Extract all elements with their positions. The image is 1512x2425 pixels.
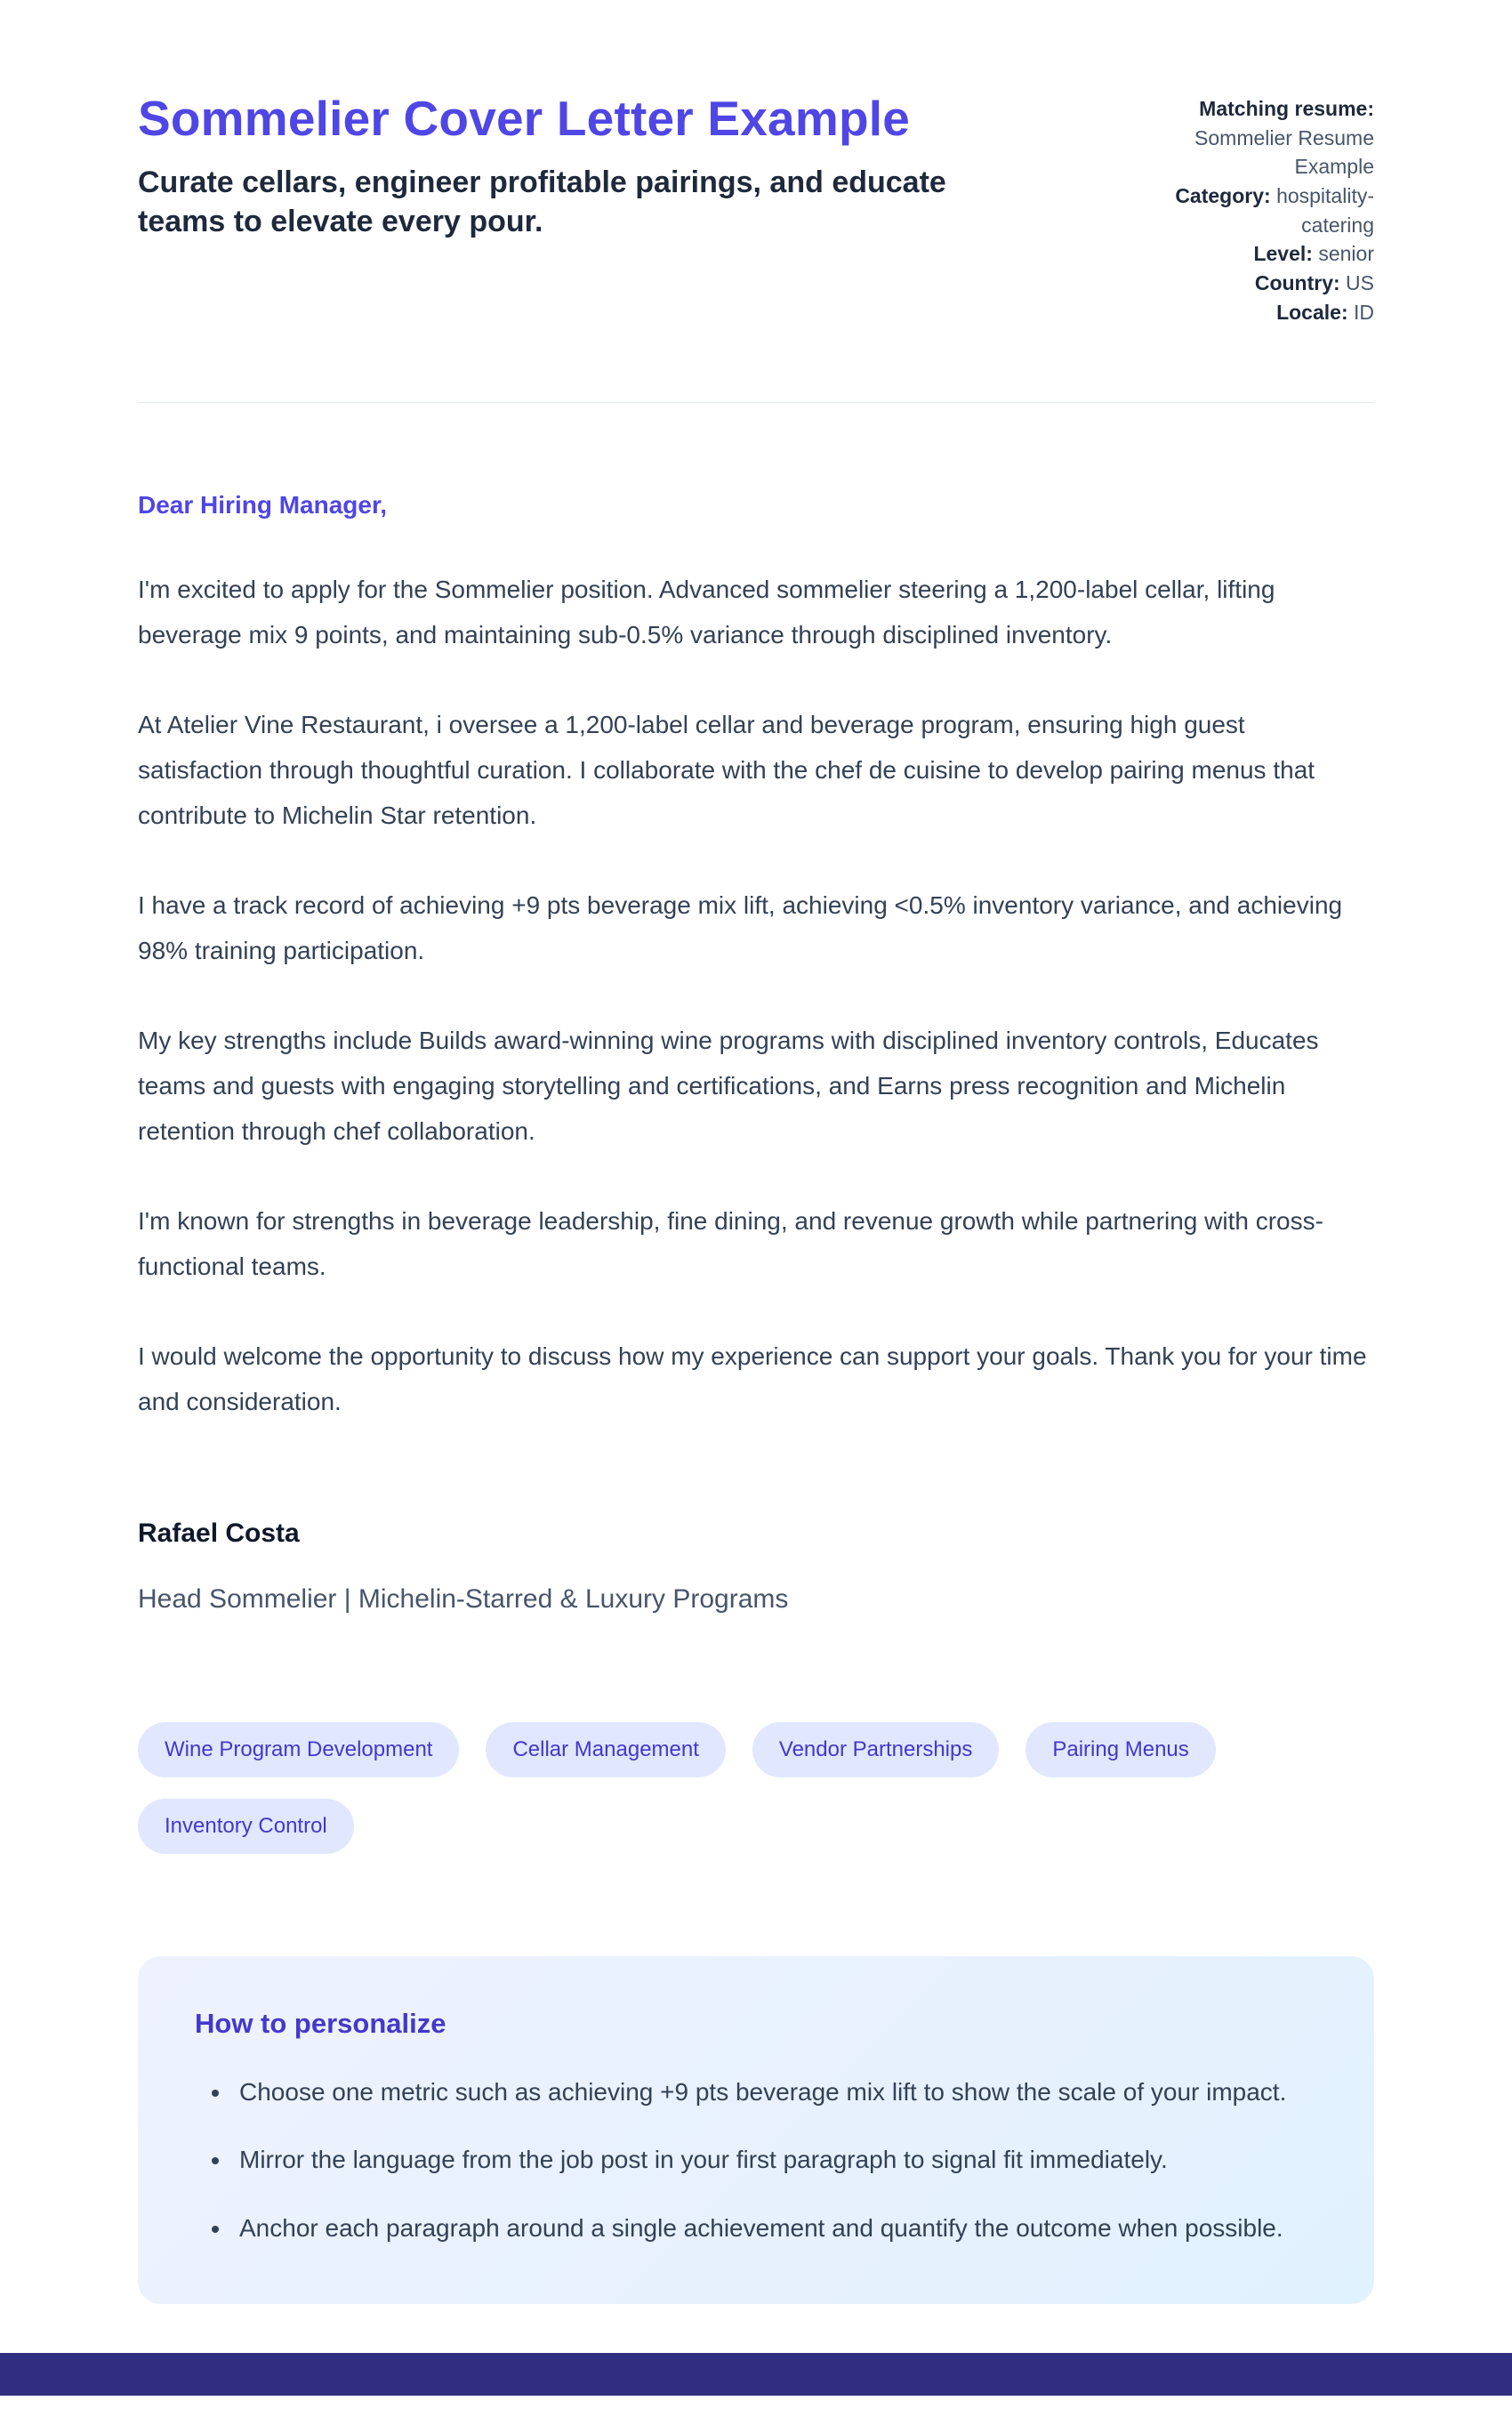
signature-block [138, 1510, 1374, 1624]
skill-tags [138, 1722, 1374, 1854]
letter-paragraph: I'm excited to apply for the Sommelier position. Advanced sommelier steering a 1,200-label cellar, lifting beverage mix 9 points, and maintaining sub-0.5% variance through disciplined inventory. [138, 576, 1275, 649]
tag-pairing-menus[interactable]: Pairing Menus [1025, 1722, 1215, 1777]
meta-label: Category: [1175, 183, 1271, 207]
meta-category [1121, 181, 1374, 239]
tipbox-heading: How to personalize [195, 2007, 446, 2039]
how-to-personalize-box [138, 1956, 1374, 2304]
meta-level [1121, 239, 1374, 269]
tag-cellar-management[interactable]: Cellar Management [486, 1722, 725, 1777]
salutation: Dear Hiring Manager, [138, 491, 388, 520]
letter-paragraph: I have a track record of achieving +9 pts beverage mix lift, achieving <0.5% inventory variance, and achieving 98% training participation. [138, 890, 1343, 964]
page-header [138, 89, 1374, 326]
meta-label: Level: [1253, 242, 1313, 266]
tipbox-item: • Mirror the language from the job post in your first paragraph to signal fit immediately. [232, 2138, 1317, 2182]
tipbox-item: • Anchor each paragraph around a single achievement and quantify the outcome when possible. [232, 2206, 1317, 2251]
letter-body [138, 403, 1374, 1623]
meta-country [1121, 269, 1374, 298]
footer-bar [0, 2353, 1512, 2396]
meta-matching-resume [1121, 94, 1374, 181]
meta-label: Country: [1254, 270, 1340, 294]
meta-value: US [1346, 270, 1374, 294]
tipbox-list [175, 2070, 1317, 2251]
letter-paragraph: My key strengths include Builds award-winning wine programs with disciplined inventory controls, Educates teams and guests with engaging storytelling and certifications, and Earns press recognition and Michelin retention through chef collaboration. [138, 1026, 1319, 1145]
meta-value: ID [1354, 300, 1374, 324]
meta-label: Matching resume: [1199, 97, 1374, 120]
tipbox-item: • Choose one metric such as achieving +9 pts beverage mix lift to show the scale of your impact. [232, 2070, 1317, 2115]
meta-value: hospitality-catering [1276, 183, 1374, 237]
letter-paragraph: I would welcome the opportunity to discuss how my experience can support your goals. Thank you for your time and consideration. [138, 1341, 1367, 1415]
meta-label: Locale: [1276, 300, 1348, 324]
meta-value: senior [1318, 242, 1374, 266]
header-title-block [138, 89, 1027, 241]
tag-inventory-control[interactable]: Inventory Control [138, 1799, 354, 1854]
page-subtitle: Curate cellars, engineer profitable pairings, and educate teams to elevate every pour. [138, 165, 946, 239]
letter-paragraph: At Atelier Vine Restaurant, i oversee a 1,200-label cellar and beverage program, ensuring high guest satisfaction through thoughtful curation. I collaborate with the chef de cuisine to develop pairing menus that contribute to Michelin Star retention. [138, 711, 1315, 830]
resume-meta-block [1121, 89, 1374, 326]
signature-name: Rafael Costa [138, 1518, 300, 1548]
signature-role: Head Sommelier | Michelin-Starred & Luxury Programs [138, 1584, 789, 1615]
letter-paragraph: I'm known for strengths in beverage leadership, fine dining, and revenue growth while partnering with cross-functional teams. [138, 1206, 1323, 1280]
meta-locale [1121, 298, 1374, 327]
meta-value: Sommelier Resume Example [1194, 125, 1374, 179]
tag-vendor-partnerships[interactable]: Vendor Partnerships [752, 1722, 999, 1777]
page-title: Sommelier Cover Letter Example [138, 91, 911, 146]
tag-wine-program-development[interactable]: Wine Program Development [138, 1722, 459, 1777]
